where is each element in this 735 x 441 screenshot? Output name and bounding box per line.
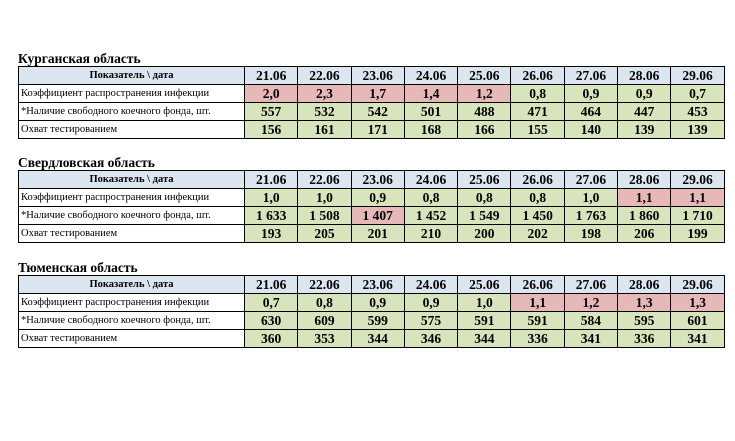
value-cell: 0,8 (511, 85, 564, 103)
value-cell: 201 (351, 225, 404, 243)
header-label-cell: Показатель \ дата (19, 276, 245, 294)
date-header-cell: 28.06 (618, 67, 671, 85)
date-header-cell: 24.06 (404, 171, 457, 189)
value-cell: 1,0 (458, 294, 511, 312)
value-cell: 609 (298, 312, 351, 330)
date-header-cell: 28.06 (618, 171, 671, 189)
testing-row (19, 225, 725, 243)
date-header-cell: 22.06 (298, 276, 351, 294)
value-cell: 1,0 (245, 189, 298, 207)
region-table (18, 66, 725, 139)
region-title: Тюменская область (18, 260, 138, 275)
value-cell: 341 (564, 330, 617, 348)
value-cell: 453 (671, 103, 724, 121)
value-cell: 336 (511, 330, 564, 348)
coef-row (19, 189, 725, 207)
value-cell: 0,9 (351, 189, 404, 207)
value-cell: 2,0 (245, 85, 298, 103)
value-cell: 140 (564, 121, 617, 139)
row-label: Охват тестированием (19, 330, 245, 348)
value-cell: 591 (511, 312, 564, 330)
value-cell: 501 (404, 103, 457, 121)
value-cell: 1 710 (671, 207, 724, 225)
region-block (18, 261, 724, 348)
region-title: Свердловская область (18, 155, 155, 170)
date-header-cell: 26.06 (511, 67, 564, 85)
value-cell: 155 (511, 121, 564, 139)
date-header-cell: 24.06 (404, 67, 457, 85)
date-header-cell: 25.06 (458, 276, 511, 294)
value-cell: 1,3 (618, 294, 671, 312)
row-label: Охват тестированием (19, 225, 245, 243)
beds-row (19, 207, 725, 225)
value-cell: 1 633 (245, 207, 298, 225)
date-header-cell: 25.06 (458, 67, 511, 85)
date-header-cell: 24.06 (404, 276, 457, 294)
date-header-cell: 22.06 (298, 67, 351, 85)
date-header-cell: 22.06 (298, 171, 351, 189)
value-cell: 2,3 (298, 85, 351, 103)
date-header-cell: 27.06 (564, 171, 617, 189)
header-row (19, 276, 725, 294)
value-cell: 0,8 (404, 189, 457, 207)
value-cell: 1 763 (564, 207, 617, 225)
value-cell: 0,9 (564, 85, 617, 103)
value-cell: 199 (671, 225, 724, 243)
value-cell: 1,7 (351, 85, 404, 103)
row-label: Коэффициент распространения инфекции (19, 189, 245, 207)
value-cell: 0,7 (245, 294, 298, 312)
row-label: *Наличие свободного коечного фонда, шт. (19, 103, 245, 121)
region-table (18, 275, 725, 348)
value-cell: 198 (564, 225, 617, 243)
header-row (19, 67, 725, 85)
date-header-cell: 29.06 (671, 171, 724, 189)
testing-row (19, 121, 725, 139)
date-header-cell: 27.06 (564, 67, 617, 85)
value-cell: 1,2 (458, 85, 511, 103)
value-cell: 1 450 (511, 207, 564, 225)
region-block (18, 156, 724, 243)
value-cell: 0,8 (511, 189, 564, 207)
value-cell: 156 (245, 121, 298, 139)
value-cell: 464 (564, 103, 617, 121)
value-cell: 584 (564, 312, 617, 330)
date-header-cell: 26.06 (511, 171, 564, 189)
value-cell: 1,1 (618, 189, 671, 207)
value-cell: 344 (351, 330, 404, 348)
value-cell: 168 (404, 121, 457, 139)
value-cell: 360 (245, 330, 298, 348)
region-table (18, 170, 725, 243)
value-cell: 139 (618, 121, 671, 139)
value-cell: 341 (671, 330, 724, 348)
value-cell: 595 (618, 312, 671, 330)
value-cell: 532 (298, 103, 351, 121)
value-cell: 346 (404, 330, 457, 348)
value-cell: 1 407 (351, 207, 404, 225)
value-cell: 1,1 (511, 294, 564, 312)
value-cell: 1 508 (298, 207, 351, 225)
value-cell: 557 (245, 103, 298, 121)
value-cell: 488 (458, 103, 511, 121)
date-header-cell: 21.06 (245, 67, 298, 85)
value-cell: 1 860 (618, 207, 671, 225)
value-cell: 630 (245, 312, 298, 330)
value-cell: 1 452 (404, 207, 457, 225)
region-title: Курганская область (18, 51, 141, 66)
value-cell: 336 (618, 330, 671, 348)
date-header-cell: 23.06 (351, 171, 404, 189)
value-cell: 1 549 (458, 207, 511, 225)
date-header-cell: 23.06 (351, 67, 404, 85)
beds-row (19, 103, 725, 121)
value-cell: 171 (351, 121, 404, 139)
value-cell: 210 (404, 225, 457, 243)
date-header-cell: 27.06 (564, 276, 617, 294)
value-cell: 202 (511, 225, 564, 243)
date-header-cell: 28.06 (618, 276, 671, 294)
value-cell: 1,0 (564, 189, 617, 207)
value-cell: 1,4 (404, 85, 457, 103)
value-cell: 200 (458, 225, 511, 243)
row-label: Коэффициент распространения инфекции (19, 294, 245, 312)
date-header-cell: 29.06 (671, 67, 724, 85)
date-header-cell: 23.06 (351, 276, 404, 294)
testing-row (19, 330, 725, 348)
value-cell: 0,9 (618, 85, 671, 103)
row-label: *Наличие свободного коечного фонда, шт. (19, 207, 245, 225)
value-cell: 193 (245, 225, 298, 243)
row-label: *Наличие свободного коечного фонда, шт. (19, 312, 245, 330)
header-label-cell: Показатель \ дата (19, 67, 245, 85)
value-cell: 353 (298, 330, 351, 348)
header-row (19, 171, 725, 189)
value-cell: 0,7 (671, 85, 724, 103)
value-cell: 1,2 (564, 294, 617, 312)
beds-row (19, 312, 725, 330)
date-header-cell: 29.06 (671, 276, 724, 294)
value-cell: 344 (458, 330, 511, 348)
value-cell: 575 (404, 312, 457, 330)
coef-row (19, 85, 725, 103)
value-cell: 205 (298, 225, 351, 243)
value-cell: 161 (298, 121, 351, 139)
coef-row (19, 294, 725, 312)
date-header-cell: 21.06 (245, 276, 298, 294)
value-cell: 0,8 (298, 294, 351, 312)
value-cell: 471 (511, 103, 564, 121)
value-cell: 0,9 (351, 294, 404, 312)
value-cell: 1,0 (298, 189, 351, 207)
value-cell: 0,8 (458, 189, 511, 207)
value-cell: 601 (671, 312, 724, 330)
value-cell: 591 (458, 312, 511, 330)
value-cell: 206 (618, 225, 671, 243)
date-header-cell: 25.06 (458, 171, 511, 189)
value-cell: 447 (618, 103, 671, 121)
value-cell: 139 (671, 121, 724, 139)
value-cell: 599 (351, 312, 404, 330)
value-cell: 0,9 (404, 294, 457, 312)
date-header-cell: 26.06 (511, 276, 564, 294)
region-block (18, 52, 724, 139)
value-cell: 542 (351, 103, 404, 121)
row-label: Охват тестированием (19, 121, 245, 139)
value-cell: 1,1 (671, 189, 724, 207)
value-cell: 166 (458, 121, 511, 139)
value-cell: 1,3 (671, 294, 724, 312)
header-label-cell: Показатель \ дата (19, 171, 245, 189)
date-header-cell: 21.06 (245, 171, 298, 189)
row-label: Коэффициент распространения инфекции (19, 85, 245, 103)
